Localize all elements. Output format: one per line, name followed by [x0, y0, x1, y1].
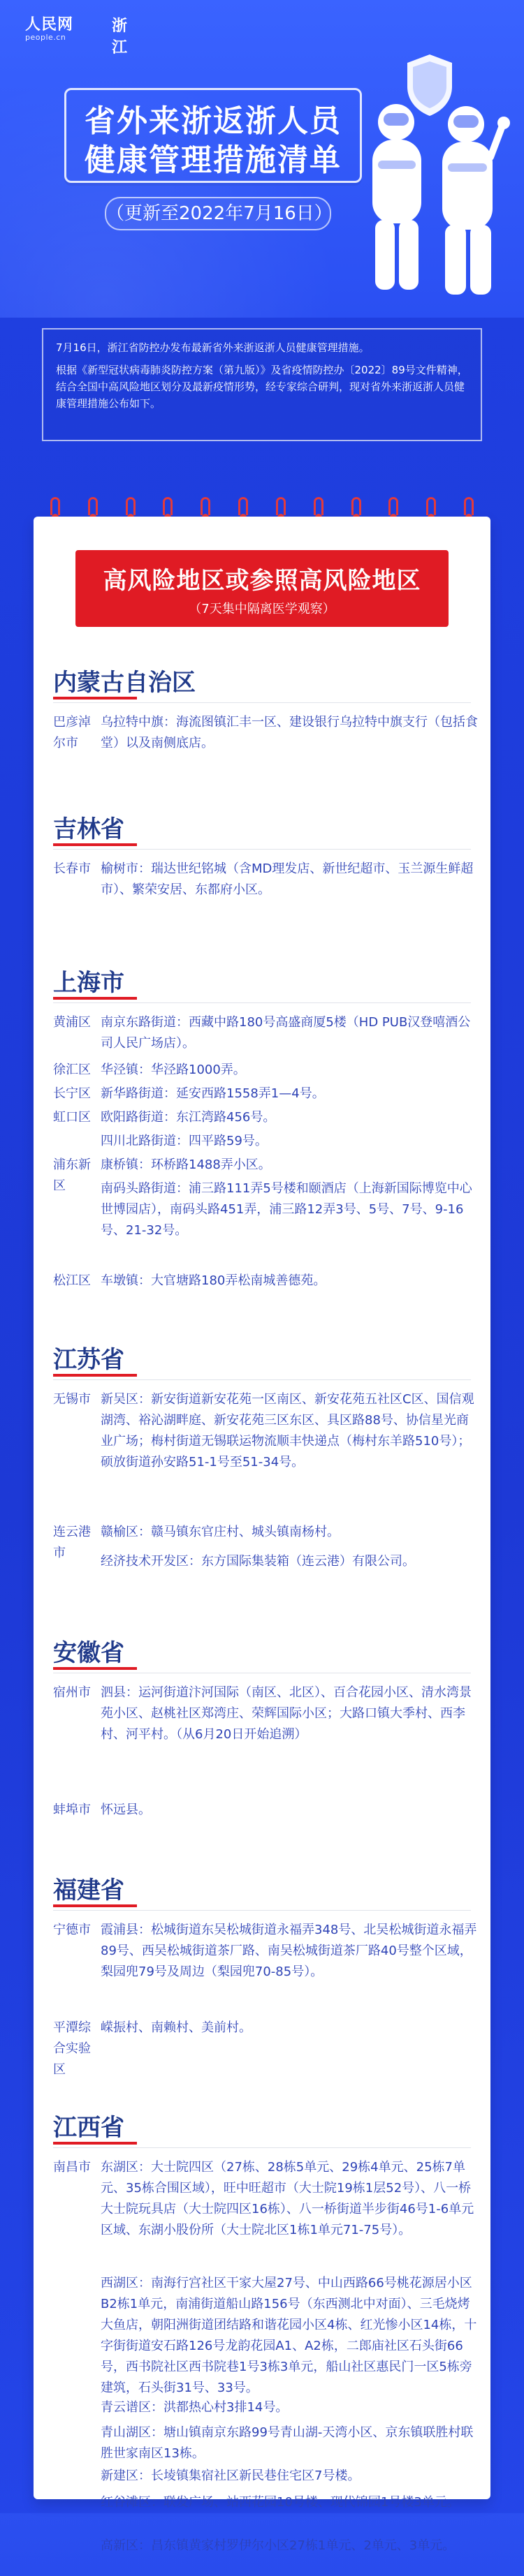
intro-paragraph-2: 根据《新型冠状病毒肺炎防控方案（第九版）》及省疫情防控办〔2022〕89号文件精神，结合全国中高风险地区划分及最新疫情形势，经专家综合研判，现对省外来浙返浙人员健康管理措施公布如下。 — [56, 364, 468, 410]
risk-detail: 青云谱区：洪都热心村3排14号。 — [101, 2400, 289, 2415]
updated-badge: （更新至2022年7月16日） — [105, 197, 331, 230]
province-title: 安徽省 — [53, 1639, 124, 1667]
risk-detail: 红谷滩区：联发广场、站西花园10号楼、现代锦园1号楼3单元。 — [101, 2495, 460, 2510]
section-divider — [53, 849, 471, 850]
city-label: 虹口区 — [53, 1110, 91, 1125]
section-jiangxi-continued — [34, 2492, 490, 2576]
city-label: 南昌市 — [53, 2160, 91, 2175]
brand — [25, 13, 128, 57]
city-label: 宁德市 — [53, 1923, 91, 1937]
risk-detail: 四川北路街道：四平路59号。 — [101, 1134, 268, 1148]
risk-detail: 高新区：昌东镇黄家村罗伊尔小区27栋1单元、2单元、3单元。 — [101, 2538, 456, 2553]
intro-box — [42, 328, 482, 441]
city-label: 徐汇区 — [53, 1063, 91, 1077]
city-label: 宿州市 — [53, 1685, 91, 1700]
province-title: 福建省 — [53, 1877, 124, 1904]
province-underline — [53, 697, 137, 699]
city-label: 无锡市 — [53, 1392, 91, 1407]
page-title-line1: 省外来浙返浙人员 — [85, 103, 342, 139]
title-box — [64, 88, 362, 183]
risk-detail: 嵘振村、南赖村、美前村。 — [101, 2020, 252, 2035]
city-label: 长春市 — [53, 861, 91, 876]
section-jilin — [34, 810, 490, 963]
province-title: 内蒙古自治区 — [53, 669, 196, 697]
section-jiangsu — [34, 1340, 490, 1620]
risk-detail: 新华路街道：延安西路1558弄1—4号。 — [101, 1086, 325, 1101]
risk-detail: 东湖区：大士院四区（27栋、28栋5单元、29栋4单元、25栋7单元、35栋合围区域），旺中旺超市（大士院19栋1层52号）、八一桥大士院玩具店（大士院四区16栋）、八一桥街道半步街46号1-6单元区域、东湖小股份所（大士院北区1栋1单元71-75号）。 — [101, 2160, 474, 2237]
city-label: 浦东新区 — [53, 1157, 91, 1193]
risk-detail: 华泾镇：华泾路1000弄。 — [101, 1063, 246, 1077]
content-card — [34, 517, 490, 2553]
city-label: 平潭综合实验区 — [53, 2020, 91, 2077]
section-fujian — [34, 1871, 490, 2101]
city-label: 黄浦区 — [53, 1015, 91, 1030]
shield-icon — [407, 54, 452, 116]
section-divider — [53, 1379, 471, 1380]
province-title: 江苏省 — [53, 1346, 124, 1374]
risk-banner-title: 高风险地区或参照高风险地区 — [103, 567, 421, 595]
intro-paragraph-1: 7月16日，浙江省防控办发布最新省外来浙返浙人员健康管理措施。 — [56, 341, 370, 354]
section-divider — [53, 702, 471, 703]
risk-detail: 泗县：运河街道汴河国际（南区、北区）、百合花园小区、清水湾景苑小区、赵桃社区郑湾庄、荣辉国际小区；大路口镇大季村、西李村、河平村。（从6月20日开始追溯） — [101, 1685, 472, 1742]
province-title: 上海市 — [53, 969, 124, 997]
figure-right — [442, 106, 510, 295]
city-label: 巴彦淖尔市 — [53, 715, 91, 750]
risk-detail: 乌拉特中旗：海流图镇汇丰一区、建设银行乌拉特中旗支行（包括食堂）以及南侧底店。 — [101, 715, 478, 750]
section-anhui — [34, 1634, 490, 1864]
province-underline — [53, 1667, 137, 1670]
city-label: 长宁区 — [53, 1086, 91, 1101]
brand-logo: 人民网 — [25, 16, 74, 34]
section-shanghai — [34, 963, 490, 1326]
figure-left — [372, 104, 421, 290]
risk-detail: 南京东路街道：西藏中路180号高盛商厦5楼（HD PUB汉登嘻酒公司人民广场店）。 — [101, 1015, 471, 1051]
city-label: 连云港市 — [53, 1525, 91, 1560]
risk-detail: 怀远县。 — [101, 1803, 151, 1817]
section-divider — [53, 1910, 471, 1911]
risk-detail: 榆树市：瑞达世纪铭城（含MD理发店、新世纪超市、玉兰源生鲜超市）、繁荣安居、东都府小区。 — [101, 861, 474, 897]
risk-detail: 西湖区：南海行宫社区干家大屋27号、中山西路66号桃花源居小区B2栋1单元，南浦街道船山路156号（东西测北中对面）、三毛烧烤大鱼店，朝阳洲街道团结路和谐花园小区4栋、红光惨小区14栋，十字街街道安石路126号龙韵花园A1、A2栋，二郎庙社区石头街66号，西书院社区西书院巷1号3栋3单元，船山社区惠民门一区5栋旁建筑，石头街31号、33号。 — [101, 2276, 477, 2395]
risk-detail: 霞浦县：松城街道东吴松城街道永福弄348号、北吴松城街道永福弄89号、西吴松城街道茶厂路、南吴松城街道茶厂路40号整个区域，梨园兜79号及周边（梨园兜70-85号）。 — [101, 1923, 477, 1979]
risk-detail: 青山湖区：塘山镇南京东路99号青山湖-天湾小区、京东镇联胜村联胜世家南区13栋。 — [101, 2425, 474, 2461]
province-underline — [53, 1374, 137, 1377]
brand-region: 浙江 — [112, 17, 128, 57]
risk-detail: 新建区：长堎镇集宿社区新民巷住宅区7号楼。 — [101, 2468, 361, 2483]
risk-detail: 康桥镇：环桥路1488弄小区。 — [101, 1157, 271, 1172]
risk-detail: 南码头路街道：浦三路111弄5号楼和颐酒店（上海新国际博览中心世博园店），南码头路451弄，浦三路12弄3号、5号、7号、9-16号、21-32号。 — [101, 1181, 472, 1238]
page-title-line2: 健康管理措施清单 — [85, 142, 342, 178]
province-title: 江西省 — [53, 2114, 124, 2142]
section-divider — [53, 2147, 471, 2148]
medical-staff-illustration — [347, 42, 511, 307]
city-label: 松江区 — [53, 1273, 91, 1288]
section-divider — [53, 1002, 471, 1003]
section-inner-mongolia — [34, 663, 490, 803]
section-jiangxi — [34, 2108, 490, 2499]
risk-banner-subtitle: （7天集中隔离医学观察） — [189, 602, 335, 616]
brand-sub: people.cn — [25, 33, 66, 42]
risk-detail: 欧阳路街道：东江湾路456号。 — [101, 1110, 276, 1125]
province-underline — [53, 843, 137, 846]
risk-detail: 赣榆区：赣马镇东官庄村、城头镇南杨村。 — [101, 1525, 340, 1539]
province-title: 吉林省 — [53, 815, 124, 843]
risk-banner — [75, 550, 449, 627]
city-label: 蚌埠市 — [53, 1803, 91, 1817]
risk-detail: 经济技术开发区：东方国际集装箱（连云港）有限公司。 — [101, 1554, 415, 1569]
risk-detail: 车墩镇：大官塘路180弄松南城善德苑。 — [101, 1273, 326, 1288]
province-underline — [53, 997, 137, 1000]
risk-detail: 新吴区：新安街道新安花苑一区南区、新安花苑五社区C区、国信观湖湾、裕沁湖畔庭、新安花苑三区东区、具区路88号、协信星光商业广场；梅村街道无锡联运物流顺丰快递点（梅村东羊路510号）；硕放街道孙安路51-1号至51-34号。 — [101, 1392, 474, 1470]
header-banner — [0, 0, 524, 318]
province-underline — [53, 1904, 137, 1907]
province-underline — [53, 2142, 137, 2145]
